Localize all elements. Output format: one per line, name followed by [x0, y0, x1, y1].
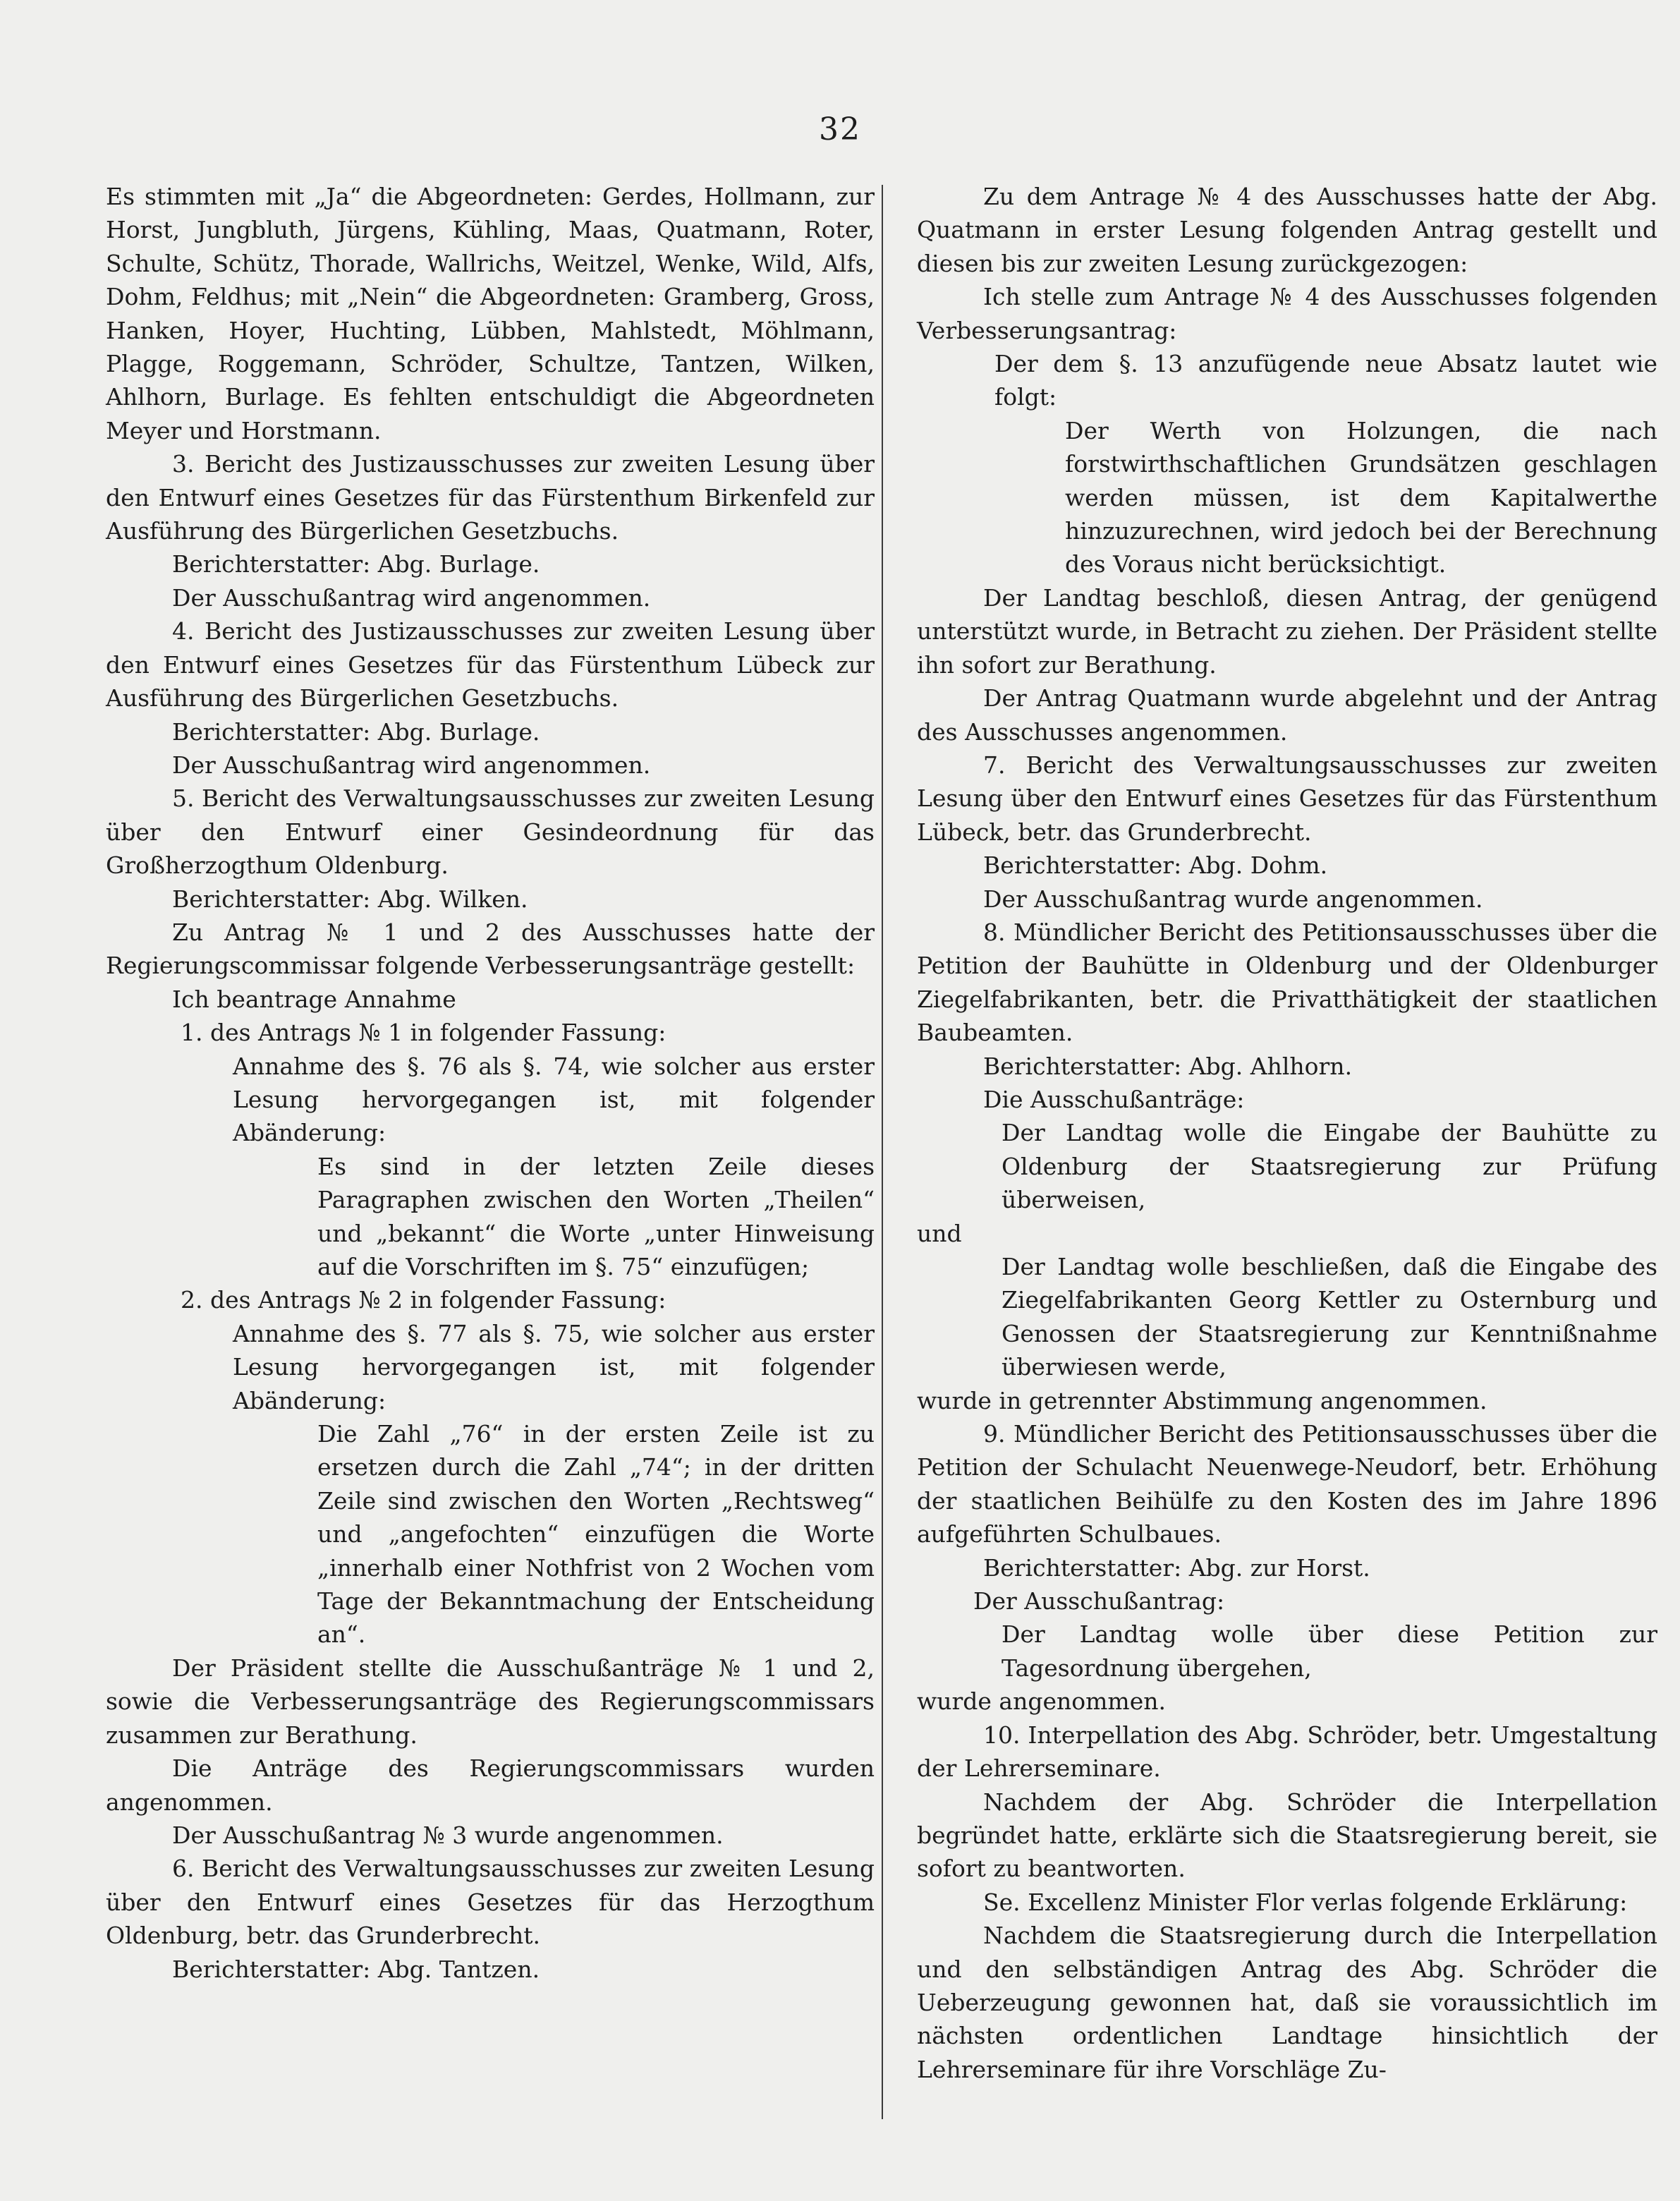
left-column-paragraph: 3. Bericht des Justizausschusses zur zweiten Lesung über den Entwurf eines Gesetzes für das Fürstenthum Birkenfeld zur Ausführung des Bürgerlichen Gesetzbuchs.	[106, 450, 875, 545]
left-column-paragraph: Annahme des §. 77 als §. 75, wie solcher aus erster Lesung hervorgegangen ist, mit folgender Abänderung:	[233, 1319, 875, 1414]
column-divider	[882, 185, 883, 2119]
right-column-paragraph: Der dem §. 13 anzufügende neue Absatz lautet wie folgt:	[994, 350, 1657, 411]
right-column-paragraph: Der Landtag wolle die Eingabe der Bauhütte zu Oldenburg der Staatsregierung zur Prüfung überweisen,	[1002, 1119, 1657, 1214]
right-column-paragraph: Nachdem der Abg. Schröder die Interpellation begründet hatte, erklärte sich die Staatsregierung bereit, sie sofort zu beantworten.	[917, 1788, 1657, 1883]
right-column-paragraph: Der Landtag wolle beschließen, daß die Eingabe des Ziegelfabrikanten Georg Kettler zu Osternburg und Genossen der Staatsregierung zur Kenntnißnahme überwiesen werde,	[1002, 1253, 1657, 1381]
left-column-paragraph: Es stimmten mit „Ja“ die Abgeordneten: Gerdes, Hollmann, zur Horst, Jungbluth, Jürgens, Kühling, Maas, Quatmann, Roter, Schulte, Schütz, Thorade, Wallrichs, Weitzel, Wenke, Wild, Alfs, Dohm, Feldhus; mit „Nein“ die Abgeordneten: Gramberg, Gross, Hanken, Hoyer, Huchting, Lübben, Mahlstedt, Möhlmann, Plagge, Roggemann, Schröder, Schultze, Tantzen, Wilken, Ahlhorn, Burlage. Es fehlten entschuldigt die Abgeordneten Meyer und Horstmann.	[106, 183, 875, 444]
right-column	[917, 180, 1657, 2086]
left-column-paragraph: Berichterstatter: Abg. Burlage.	[172, 550, 540, 578]
right-column-paragraph: Se. Excellenz Minister Flor verlas folgende Erklärung:	[983, 1888, 1628, 1916]
left-column-paragraph: 6. Bericht des Verwaltungsausschusses zur zweiten Lesung über den Entwurf eines Gesetzes für das Herzogthum Oldenburg, betr. das Grunderbrecht.	[106, 1855, 875, 1950]
left-column-paragraph: Zu Antrag № 1 und 2 des Ausschusses hatte der Regierungscommissar folgende Verbesserungsanträge gestellt:	[106, 918, 875, 980]
right-column-paragraph: Der Werth von Holzungen, die nach forstwirthschaftlichen Grundsätzen geschlagen werden müssen, ist dem Kapitalwerthe hinzuzurechnen, wird jedoch bei der Berechnung des Voraus nicht berücksichtigt.	[1065, 416, 1657, 578]
right-column-paragraph: Berichterstatter: Abg. Dohm.	[983, 851, 1328, 880]
left-column-paragraph: Der Ausschußantrag № 3 wurde angenommen.	[172, 1821, 724, 1849]
left-column-paragraph: 2. des Antrags № 2 in folgender Fassung:	[181, 1286, 666, 1314]
right-column-paragraph: Berichterstatter: Abg. zur Horst.	[983, 1553, 1370, 1582]
left-column-paragraph: Berichterstatter: Abg. Wilken.	[172, 885, 528, 913]
right-column-paragraph: Der Ausschußantrag wurde angenommen.	[983, 885, 1483, 913]
left-column-paragraph: Es sind in der letzten Zeile dieses Paragraphen zwischen den Worten „Theilen“ und „bekannt“ die Worte „unter Hinweisung auf die Vorschriften im §. 75“ einzufügen;	[317, 1152, 875, 1280]
left-column-paragraph: Der Ausschußantrag wird angenommen.	[172, 583, 651, 612]
left-column-paragraph: Der Ausschußantrag wird angenommen.	[172, 751, 651, 779]
left-column-paragraph: 4. Bericht des Justizausschusses zur zweiten Lesung über den Entwurf eines Gesetzes für das Fürstenthum Lübeck zur Ausführung des Bürgerlichen Gesetzbuchs.	[106, 617, 875, 713]
left-column-paragraph: Berichterstatter: Abg. Burlage.	[172, 717, 540, 746]
right-column-paragraph: 8. Mündlicher Bericht des Petitionsausschusses über die Petition der Bauhütte in Oldenburg und der Oldenburger Ziegelfabrikanten, betr. die Privatthätigkeit der staatlichen Baubeamten.	[917, 918, 1657, 1047]
left-column-paragraph: 5. Bericht des Verwaltungsausschusses zur zweiten Lesung über den Entwurf einer Gesindeordnung für das Großherzogthum Oldenburg.	[106, 784, 875, 880]
right-column-paragraph: 7. Bericht des Verwaltungsausschusses zur zweiten Lesung über den Entwurf eines Gesetzes für das Fürstenthum Lübeck, betr. das Grunderbrecht.	[917, 751, 1657, 846]
left-column-paragraph: Der Präsident stellte die Ausschußanträge № 1 und 2, sowie die Verbesserungsanträge des Regierungscommissars zusammen zur Berathung.	[106, 1654, 875, 1749]
right-column-paragraph: 10. Interpellation des Abg. Schröder, betr. Umgestaltung der Lehrerseminare.	[917, 1721, 1657, 1783]
left-column	[106, 180, 875, 1986]
right-column-paragraph: wurde in getrennter Abstimmung angenommen.	[917, 1386, 1487, 1414]
page-number: 32	[819, 111, 861, 147]
right-column-paragraph: 9. Mündlicher Bericht des Petitionsausschusses über die Petition der Schulacht Neuenwege-Neudorf, betr. Erhöhung der staatlichen Beihülfe zu den Kosten des im Jahre 1896 aufgeführten Schulbaues.	[917, 1420, 1657, 1548]
right-column-paragraph: Der Antrag Quatmann wurde abgelehnt und der Antrag des Ausschusses angenommen.	[917, 684, 1657, 746]
right-column-paragraph: Nachdem die Staatsregierung durch die Interpellation und den selbständigen Antrag des Abg. Schröder die Ueberzeugung gewonnen hat, daß sie voraussichtlich im nächsten ordentlichen Landtage hinsichtlich der Lehrerseminare für ihre Vorschläge Zu-	[917, 1922, 1657, 2083]
right-column-paragraph: Ich stelle zum Antrage № 4 des Ausschusses folgenden Verbesserungsantrag:	[917, 283, 1657, 344]
right-column-paragraph: Berichterstatter: Abg. Ahlhorn.	[983, 1052, 1353, 1080]
right-column-paragraph: Der Ausschußantrag:	[973, 1587, 1225, 1615]
right-column-paragraph: Die Ausschußanträge:	[983, 1085, 1245, 1113]
right-column-paragraph: Der Landtag beschloß, diesen Antrag, der genügend unterstützt wurde, in Betracht zu ziehen. Der Präsident stellte ihn sofort zur Berathung.	[917, 583, 1657, 679]
left-column-paragraph: Berichterstatter: Abg. Tantzen.	[172, 1955, 540, 1983]
right-column-paragraph: Der Landtag wolle über diese Petition zur Tagesordnung übergehen,	[1002, 1620, 1657, 1682]
left-column-paragraph: Annahme des §. 76 als §. 74, wie solcher aus erster Lesung hervorgegangen ist, mit folgender Abänderung:	[233, 1052, 875, 1147]
left-column-paragraph: Die Anträge des Regierungscommissars wurden angenommen.	[106, 1754, 875, 1816]
left-column-paragraph: Ich beantrage Annahme	[172, 985, 456, 1013]
left-column-paragraph: Die Zahl „76“ in der ersten Zeile ist zu ersetzen durch die Zahl „74“; in der dritten Zeile sind zwischen den Worten „Rechtsweg“ und „angefochten“ einzufügen die Worte „innerhalb einer Nothfrist von 2 Wochen vom Tage der Bekanntmachung der Entscheidung an“.	[317, 1420, 875, 1649]
left-column-paragraph: 1. des Antrags № 1 in folgender Fassung:	[181, 1019, 666, 1047]
right-column-paragraph: und	[917, 1219, 962, 1247]
right-column-paragraph: wurde angenommen.	[917, 1687, 1166, 1716]
right-column-paragraph: Zu dem Antrage № 4 des Ausschusses hatte der Abg. Quatmann in erster Lesung folgenden Antrag gestellt und diesen bis zur zweiten Lesung zurückgezogen:	[917, 183, 1657, 277]
